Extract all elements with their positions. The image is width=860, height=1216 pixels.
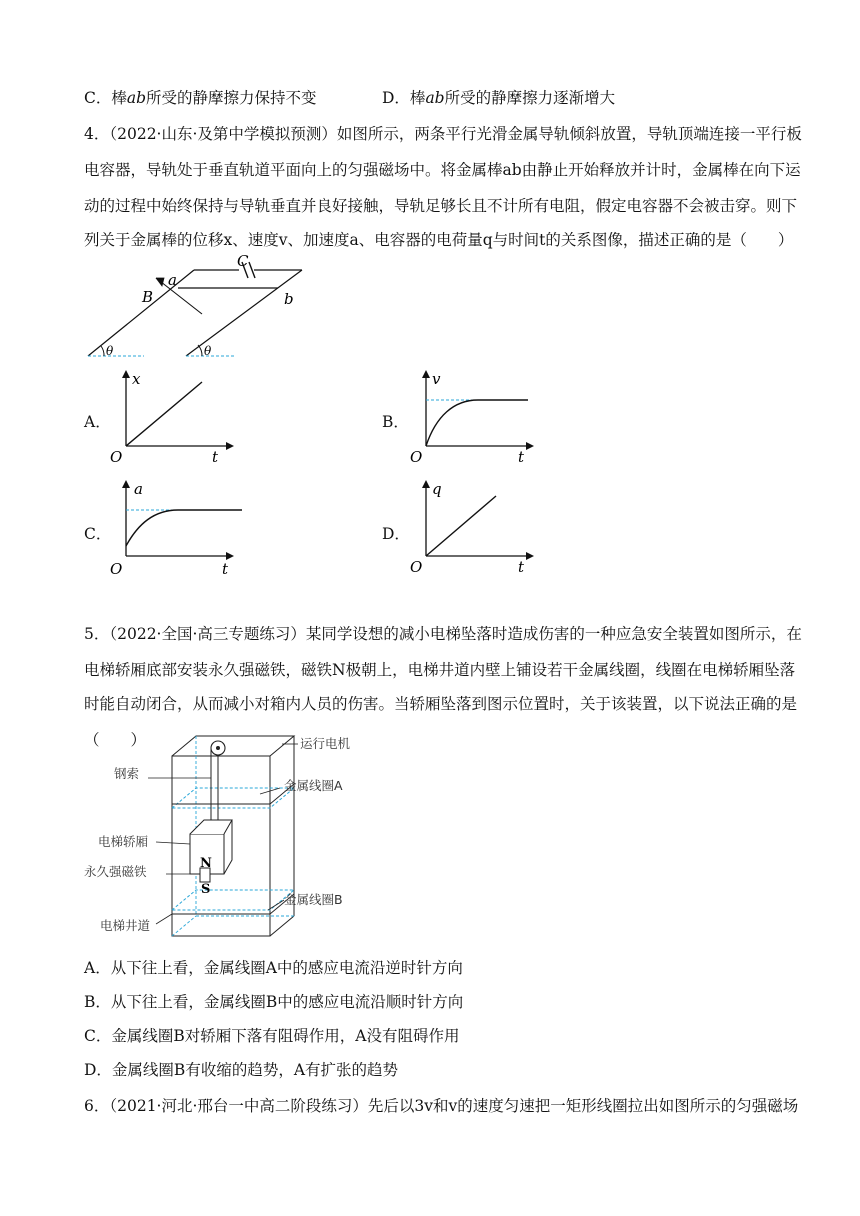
q4-stem-line-4: 列关于金属棒的位移x、速度v、加速度a、电容器的电荷量q与时间t的关系图像，描述正确的是（ ） bbox=[84, 231, 794, 249]
q3-option-d bbox=[382, 88, 615, 108]
car-label: 电梯轿厢 bbox=[98, 834, 149, 849]
q4-option-d-letter: D． bbox=[382, 525, 410, 543]
magnet-label: 永久强磁铁 bbox=[84, 864, 147, 879]
q4-option-a-letter: A． bbox=[84, 413, 111, 431]
q3-option-c bbox=[84, 88, 317, 108]
end-b-label: b bbox=[284, 290, 294, 308]
q5-stem-line-1: 5．（2022·全国·高三专题练习）某同学设想的减小电梯坠落时造成伤害的一种应急安全装置如图所示，在 bbox=[84, 625, 802, 643]
q6-stem-line-1: 6．（2021·河北·邢台一中高二阶段练习）先后以3v和v的速度匀速把一矩形线圈拉出如图所示的匀强磁场 bbox=[84, 1097, 799, 1115]
q3-option-c-suffix: 所受的静摩擦力保持不变 bbox=[146, 89, 317, 107]
x-t-line bbox=[126, 382, 202, 446]
q4-stem-line-3: 动的过程中始终保持与导轨垂直并良好接触，导轨足够长且不计所有电阻，假定电容器不会被击穿。则下 bbox=[84, 197, 798, 215]
q4-stem-line-1: 4．（2022·山东·及第中学模拟预测）如图所示，两条平行光滑金属导轨倾斜放置，导轨顶端连接一平行板 bbox=[84, 125, 802, 143]
angle-1-label: θ bbox=[106, 344, 114, 358]
q4-option-b-letter: B． bbox=[382, 413, 409, 431]
v-t-curve bbox=[426, 400, 528, 446]
graph-c-origin: O bbox=[110, 560, 123, 578]
end-a-label: a bbox=[168, 271, 177, 289]
cable-label: 钢索 bbox=[114, 766, 140, 781]
q3-option-c-var: ab bbox=[126, 89, 147, 107]
motor-label: 运行电机 bbox=[300, 736, 351, 751]
q4-graph-a-t bbox=[110, 480, 240, 578]
graph-a-origin: O bbox=[110, 448, 123, 466]
field-label: B bbox=[142, 288, 154, 306]
q4-graph-v-t bbox=[410, 370, 540, 466]
coil-a-label: 金属线圈A bbox=[284, 778, 343, 793]
q4-rail-figure bbox=[84, 252, 304, 362]
graph-b-xlabel: t bbox=[518, 448, 525, 466]
coil-b-label: 金属线圈B bbox=[284, 892, 343, 907]
graph-b-ylabel: v bbox=[432, 370, 441, 388]
graph-d-ylabel: q bbox=[432, 480, 442, 498]
shaft-label: 电梯井道 bbox=[100, 918, 151, 933]
coil-b bbox=[172, 890, 294, 914]
q3-option-d-suffix: 所受的静摩擦力逐渐增大 bbox=[444, 89, 616, 107]
q5-option-d: D．金属线圈B有收缩的趋势，A有扩张的趋势 bbox=[84, 1061, 399, 1079]
q5-option-c: C．金属线圈B对轿厢下落有阻碍作用，A没有阻碍作用 bbox=[84, 1027, 460, 1045]
graph-b-origin: O bbox=[410, 448, 423, 466]
q3-option-d-prefix: D．棒 bbox=[382, 89, 426, 107]
q5-stem-line-4: （ ） bbox=[84, 731, 147, 749]
graph-a-ylabel: x bbox=[132, 370, 141, 388]
q4-graph-x-t bbox=[110, 370, 240, 466]
permanent-magnet bbox=[200, 856, 212, 897]
q-t-line bbox=[426, 496, 496, 556]
graph-c-xlabel: t bbox=[222, 560, 229, 578]
graph-d-xlabel: t bbox=[518, 558, 525, 576]
angle-2-label: θ bbox=[204, 344, 212, 358]
a-t-curve bbox=[126, 510, 242, 546]
graph-a-xlabel: t bbox=[212, 448, 219, 466]
q5-stem-line-3: 时能自动闭合，从而减小对箱内人员的伤害。当轿厢坠落到图示位置时，关于该装置，以下说法正确的是 bbox=[84, 695, 798, 713]
capacitor-label: C bbox=[237, 252, 249, 270]
q3-option-d-var: ab bbox=[425, 89, 445, 107]
q5-elevator-figure bbox=[84, 734, 374, 939]
graph-d-origin: O bbox=[410, 558, 423, 576]
q4-graph-q-t bbox=[410, 480, 540, 576]
q4-stem-line-2: 电容器，导轨处于垂直轨道平面向上的匀强磁场中。将金属棒ab由静止开始释放并计时，金属棒在向下运 bbox=[84, 161, 801, 179]
n-pole-label: N bbox=[200, 856, 212, 871]
q5-option-b: B．从下往上看，金属线圈B中的感应电流沿顺时针方向 bbox=[84, 993, 464, 1011]
graph-c-ylabel: a bbox=[134, 480, 143, 498]
q5-stem-line-2: 电梯轿厢底部安装永久强磁铁，磁铁N极朝上，电梯井道内壁上铺设若干金属线圈，线圈在电梯轿厢坠落 bbox=[84, 661, 796, 679]
s-pole-label: S bbox=[201, 882, 211, 897]
q3-option-c-prefix: C．棒 bbox=[84, 89, 127, 107]
q5-option-a: A．从下往上看，金属线圈A中的感应电流沿逆时针方向 bbox=[84, 959, 463, 977]
coil-a bbox=[172, 784, 294, 808]
q4-option-c-letter: C． bbox=[84, 525, 112, 543]
left-rail bbox=[88, 270, 194, 356]
